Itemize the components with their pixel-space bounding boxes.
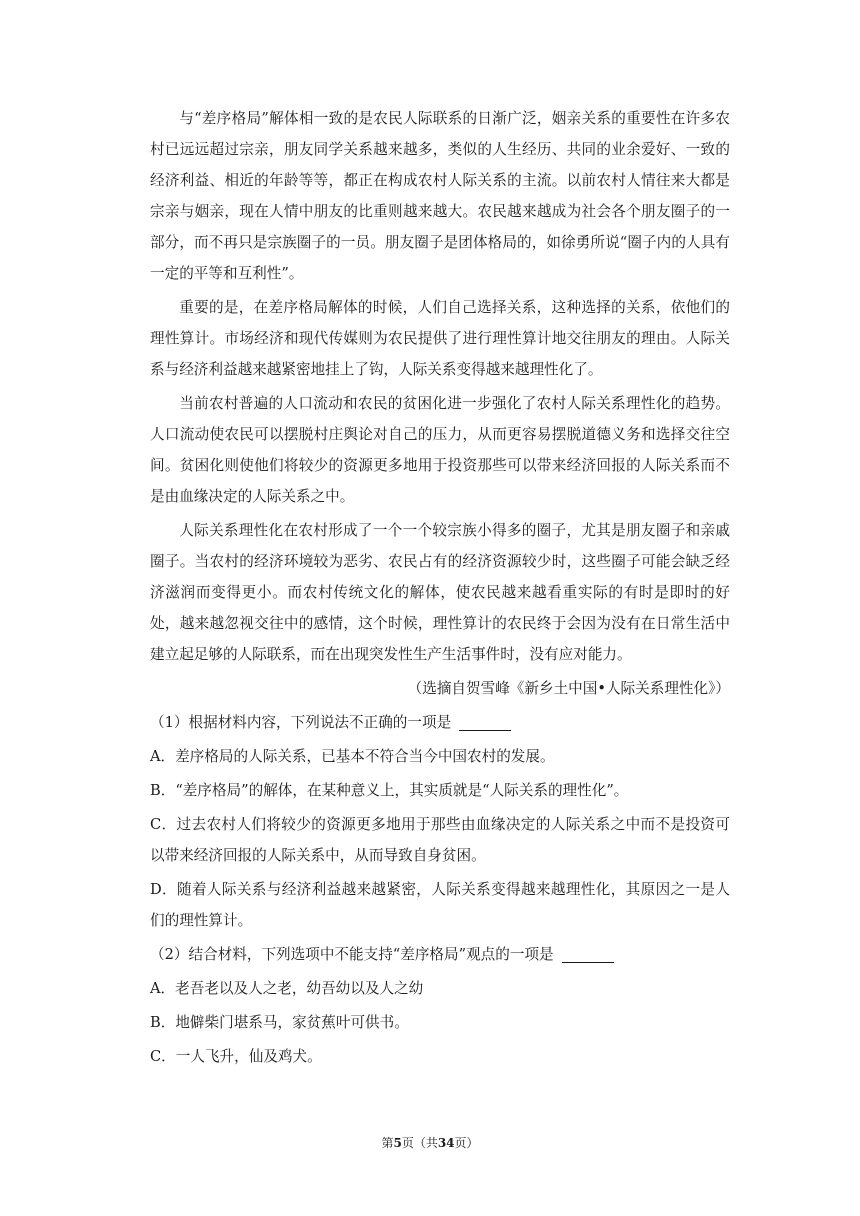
article-paragraph-4: 人际关系理性化在农村形成了一个一个较宗族小得多的圈子，尤其是朋友圈子和亲戚圈子。当农村的经济环境较为恶劣、农民占有的经济资源较少时，这些圈子可能会缺乏经济滋润而变得更小。而农村传统文化的解体，使农民越来越看重实际的有时是即时的好处，越来越忽视交往中的感情，这个时候，理性算计的农民终于会因为没有在日常生活中建立起足够的人际联系，而在出现突发性生产生活事件时，没有应对能力。	[150, 522, 730, 663]
footer-middle: 页（共	[401, 1136, 438, 1150]
article-paragraph-1: 与“差序格局”解体相一致的是农民人际联系的日渐广泛，姻亲关系的重要性在许多农村已远远超过宗亲，朋友同学关系越来越多，类似的人生经历、共同的业余爱好、一致的经济利益、相近的年龄等等，都正在构成农村人际关系的主流。以前农村人情往来大都是宗亲与姻亲，现在人情中朋友的比重则越来越大。农民越来越成为社会各个朋友圈子的一部分，而不再只是宗族圈子的一员。朋友圈子是团体格局的，如徐勇所说“圈子内的人具有一定的平等和互利性”。	[150, 110, 730, 282]
question-1-answer-blank	[459, 716, 511, 731]
page-content	[150, 103, 730, 1072]
question-1-option-b: B．“差序格局”的解体，在某种意义上，其实质就是“人际关系的理性化”。	[150, 782, 629, 799]
question-2-answer-blank	[562, 948, 614, 963]
question-1-option-c: C．过去农村人们将较少的资源更多地用于那些由血缘决定的人际关系之中而不是投资可以带来经济回报的人际关系中，从而导致自身贫困。	[150, 816, 730, 864]
question-1-option-a: A．差序格局的人际关系，已基本不符合当今中国农村的发展。	[150, 748, 555, 765]
footer-prefix: 第	[381, 1136, 394, 1150]
question-1-stem	[150, 707, 730, 738]
article-paragraph-3: 当前农村普遍的人口流动和农民的贫困化进一步强化了农村人际关系理性化的趋势。人口流动使农民可以摆脱村庄舆论对自己的压力，从而更容易摆脱道德义务和选择交往空间。贫困化则使他们将较少的资源更多地用于投资那些可以带来经济回报的人际关系而不是由血缘决定的人际关系之中。	[150, 395, 730, 505]
footer-total-pages: 34	[437, 1136, 455, 1150]
question-1-option-d: D．随着人际关系与经济利益越来越紧密，人际关系变得越来越理性化，其原因之一是人们的理性算计。	[150, 881, 730, 929]
article-source: （选摘自贺雪峰《新乡土中国•人际关系理性化》）	[407, 680, 730, 697]
question-2-stem	[150, 939, 730, 970]
footer-suffix: 页）	[454, 1136, 479, 1150]
page-footer	[0, 1134, 860, 1152]
question-2-stem-text: （2）结合材料，下列选项中不能支持“差序格局”观点的一项是	[150, 946, 554, 963]
article-paragraph-2: 重要的是，在差序格局解体的时候，人们自己选择关系，这种选择的关系，依他们的理性算计。市场经济和现代传媒则为农民提供了进行理性算计地交往朋友的理由。人际关系与经济利益越来越紧密地挂上了钩，人际关系变得越来越理性化了。	[150, 299, 730, 378]
question-2-option-b: B．地僻柴门堪系马，家贫蕉叶可供书。	[150, 1014, 409, 1031]
question-2-option-a: A．老吾老以及人之老，幼吾幼以及人之幼	[150, 980, 424, 997]
footer-page-number: 5	[393, 1136, 402, 1150]
question-1-stem-text: （1）根据材料内容，下列说法不正确的一项是	[150, 714, 452, 731]
question-2-option-c: C．一人飞升，仙及鸡犬。	[150, 1048, 322, 1065]
